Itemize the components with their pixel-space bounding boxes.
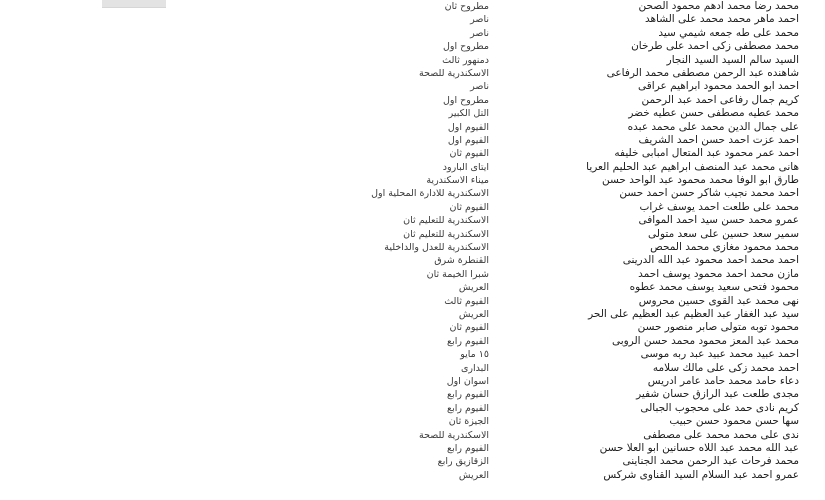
person-name: محمد عبد المعز محمود محمد حسن الروبى <box>611 334 799 347</box>
person-name: احمد عمر محمود عبد المتعال امبابى خليفه <box>614 147 799 160</box>
person-name: طارق ابو الوفا محمد محمود عبد الواحد حسن <box>602 174 799 187</box>
person-name: عبد الله محمد عبد اللاه حسانين ابو العلا حسن <box>599 441 799 454</box>
person-name: احمد ماهر محمد محمد على الشاهد <box>644 13 799 26</box>
list-item <box>0 362 825 375</box>
assignment-location: الاسكندرية للصحة <box>419 67 489 79</box>
person-name: احمد محمد زكى على مالك سلامه <box>652 361 799 374</box>
assignment-location: اسوان اول <box>446 375 489 387</box>
assignment-location: الفيوم ثان <box>449 201 489 213</box>
assignment-location: العريش <box>458 469 489 481</box>
assignment-location: مطروح اول <box>443 94 489 106</box>
assignment-location: ناصر <box>470 27 489 39</box>
list-item <box>0 40 825 53</box>
list-item <box>0 27 825 40</box>
list-item <box>0 295 825 308</box>
assignment-location: ميناء الاسكندرية <box>426 175 489 187</box>
list-item <box>0 121 825 134</box>
list-item <box>0 54 825 67</box>
list-item <box>0 348 825 361</box>
list-item <box>0 321 825 334</box>
person-name: عمرو احمد عبد السلام السيد القناوى شركس <box>603 468 799 481</box>
person-name: سمير سعد حسين على سعد متولى <box>648 227 799 240</box>
assignment-location: الفيوم ثان <box>449 148 489 160</box>
assignment-location: الفيوم رابع <box>447 442 489 454</box>
list-item <box>0 402 825 415</box>
assignment-location: مطروح ثان <box>444 1 489 12</box>
assignment-location: ناصر <box>470 14 489 26</box>
list-item <box>0 442 825 455</box>
assignment-location: الفيوم اول <box>447 134 489 146</box>
assignment-location: ايتاى البارود <box>442 161 489 173</box>
person-name: محمد مصطفى زكى احمد على طرخان <box>631 40 799 53</box>
list-item <box>0 174 825 187</box>
list-item <box>0 254 825 267</box>
assignment-location: الفيوم رابع <box>447 402 489 414</box>
list-item <box>0 187 825 200</box>
list-item <box>0 134 825 147</box>
assignment-location: التل الكبير <box>448 108 489 120</box>
list-item <box>0 0 825 13</box>
person-name: محمد عطيه مصطفى حسن عطيه خضر <box>628 107 799 120</box>
list-item <box>0 107 825 120</box>
list-item <box>0 241 825 254</box>
person-name: مازن محمد احمد محمود يوسف احمد <box>638 267 799 280</box>
assignment-location: العريش <box>458 282 489 294</box>
list-item <box>0 375 825 388</box>
person-name: محمود توبه متولى صابر منصور حسن <box>637 321 799 334</box>
assignment-location: الجيزة ثان <box>448 416 489 428</box>
list-item <box>0 214 825 227</box>
assignment-location: الاسكندرية للتعليم ثان <box>403 228 489 240</box>
person-name: سيد عبد الغفار عبد العظيم عبد العظيم على الحر <box>588 307 799 320</box>
assignment-location: الفيوم رابع <box>447 389 489 401</box>
list-item <box>0 281 825 294</box>
list-item <box>0 455 825 468</box>
assignment-location: مطروح اول <box>443 41 489 53</box>
person-name: محمد على طلعت احمد يوسف غراب <box>639 200 799 213</box>
list-item <box>0 161 825 174</box>
assignment-location: الزقازيق رابع <box>437 456 489 468</box>
person-name: سها حسن محمود حسن حبيب <box>669 415 799 428</box>
list-item <box>0 13 825 26</box>
assignment-location: الفيوم اول <box>447 121 489 133</box>
person-name: محمد على طه جمعه شيمي سيد <box>658 26 799 39</box>
list-item <box>0 335 825 348</box>
assignment-location: شبرا الخيمة ثان <box>426 268 489 280</box>
assignment-location: ١٥ مايو <box>460 349 489 361</box>
list-item <box>0 469 825 482</box>
person-name: عمرو محمد حسن سيد احمد الموافى <box>638 214 799 227</box>
person-name: هانى محمد عبد المنصف ابراهيم عبد الحليم العريا <box>586 160 799 173</box>
assignment-location: الاسكندرية للعدل والداخلية <box>384 242 489 254</box>
person-name: محمد رضا محمد ادهم محمود الصحن <box>638 0 799 12</box>
person-name: محمود فتحى سعيد يوسف محمد عطوه <box>629 281 799 294</box>
person-name: نهى محمد عبد القوى حسين محروس <box>638 294 799 307</box>
list-item <box>0 94 825 107</box>
person-name: احمد محمد نجيب شاكر حسن احمد حسن <box>619 187 799 200</box>
person-name: ندى على محمد محمد على مصطفى <box>643 428 799 441</box>
assignment-location: ناصر <box>470 81 489 93</box>
list-item <box>0 67 825 80</box>
person-name: كريم نادى حمد على محجوب الجبالى <box>640 401 799 414</box>
person-name: على جمال الدين محمد على محمد عبده <box>627 120 799 133</box>
assignment-location: الفيوم ثان <box>449 322 489 334</box>
assignment-location: دمنهور ثالث <box>442 54 489 66</box>
person-name: مجدى طلعت عبد الرازق حسان شفير <box>636 388 799 401</box>
person-name: السيد سالم السيد السيد النجار <box>666 53 799 66</box>
assignment-location: القنطرة شرق <box>434 255 489 267</box>
list-item <box>0 201 825 214</box>
person-name: كريم جمال رفاعى احمد عبد الرحمن <box>641 93 799 106</box>
list-item <box>0 429 825 442</box>
assignment-location: البدارى <box>460 362 489 374</box>
person-name: احمد ابو الحمد محمود ابراهيم عراقى <box>638 80 799 93</box>
person-name: دعاء حامد محمد حامد عامر ادريس <box>647 374 799 387</box>
person-name: احمد عبيد محمد عبيد عبد ربه موسى <box>640 348 799 361</box>
list-item <box>0 80 825 93</box>
list-item <box>0 388 825 401</box>
person-name: احمد عزت احمد حسن احمد الشريف <box>638 133 799 146</box>
list-item <box>0 415 825 428</box>
person-name: محمد محمود مغازى محمد المحص <box>650 241 799 254</box>
assignment-location: الاسكندرية للصحة <box>419 429 489 441</box>
person-name: احمد محمد احمد محمود عبد الله الدرينى <box>622 254 799 267</box>
assignment-location: الفيوم رابع <box>447 335 489 347</box>
list-item <box>0 147 825 160</box>
assignment-location: الاسكندرية للتعليم ثان <box>403 215 489 227</box>
person-name: شاهنده عبد الرحمن مصطفى محمد الرفاعى <box>606 66 799 79</box>
list-item <box>0 268 825 281</box>
list-item <box>0 308 825 321</box>
person-name: محمد فرحات عبد الرحمن محمد الجناينى <box>622 455 799 468</box>
assignment-location: العريش <box>458 308 489 320</box>
assignment-location: الاسكندرية للادارة المحلية اول <box>371 188 489 200</box>
assignment-location: الفيوم ثالث <box>444 295 489 307</box>
list-item <box>0 228 825 241</box>
